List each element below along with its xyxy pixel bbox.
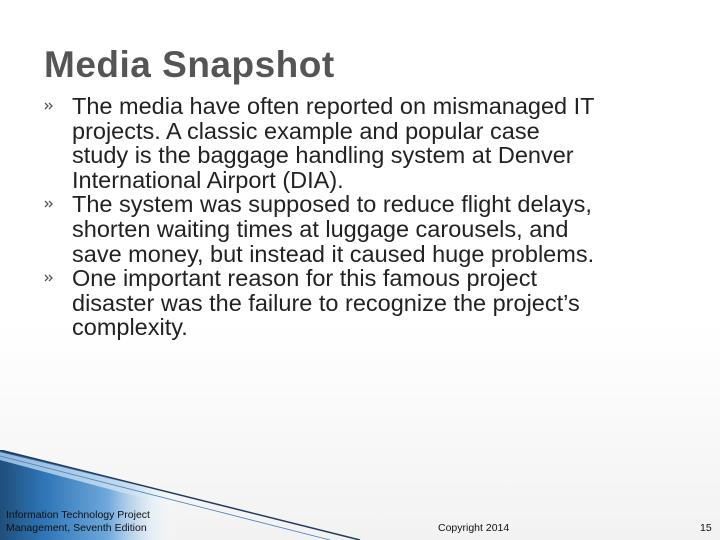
bullet-list [44, 94, 694, 340]
footer-copyright: Copyright 2014 [438, 522, 510, 534]
bullet-line: complexity. [72, 314, 188, 341]
bullet-item [44, 266, 694, 340]
bullet-line: study is the baggage handling system at Denver [72, 142, 574, 169]
slide-title: Media Snapshot [44, 44, 335, 85]
bullet-line: The media have often reported on mismanaged IT [72, 93, 595, 119]
arrow-bullet-icon [44, 272, 56, 284]
footer-book-title-line: Management, Seventh Edition [6, 522, 147, 534]
footer-book-title [6, 509, 150, 535]
bullet-line: International Airport (DIA). [72, 166, 344, 193]
bullet-line: projects. A classic example and popular case [72, 117, 540, 144]
footer-page-number: 15 [700, 522, 712, 534]
bullet-item [44, 192, 694, 266]
bullet-line: shorten waiting times at luggage carousels, and [72, 215, 569, 242]
bullet-line: One important reason for this famous project [72, 265, 537, 292]
bullet-line: disaster was the failure to recognize the project’s [72, 289, 580, 316]
bullet-line: save money, but instead it caused huge problems. [72, 240, 595, 267]
arrow-bullet-icon [44, 198, 56, 210]
bullet-item [44, 94, 694, 192]
footer-book-title-line: Information Technology Project [6, 509, 150, 521]
arrow-bullet-icon [44, 100, 56, 112]
bullet-line: The system was supposed to reduce flight delays, [72, 191, 592, 218]
